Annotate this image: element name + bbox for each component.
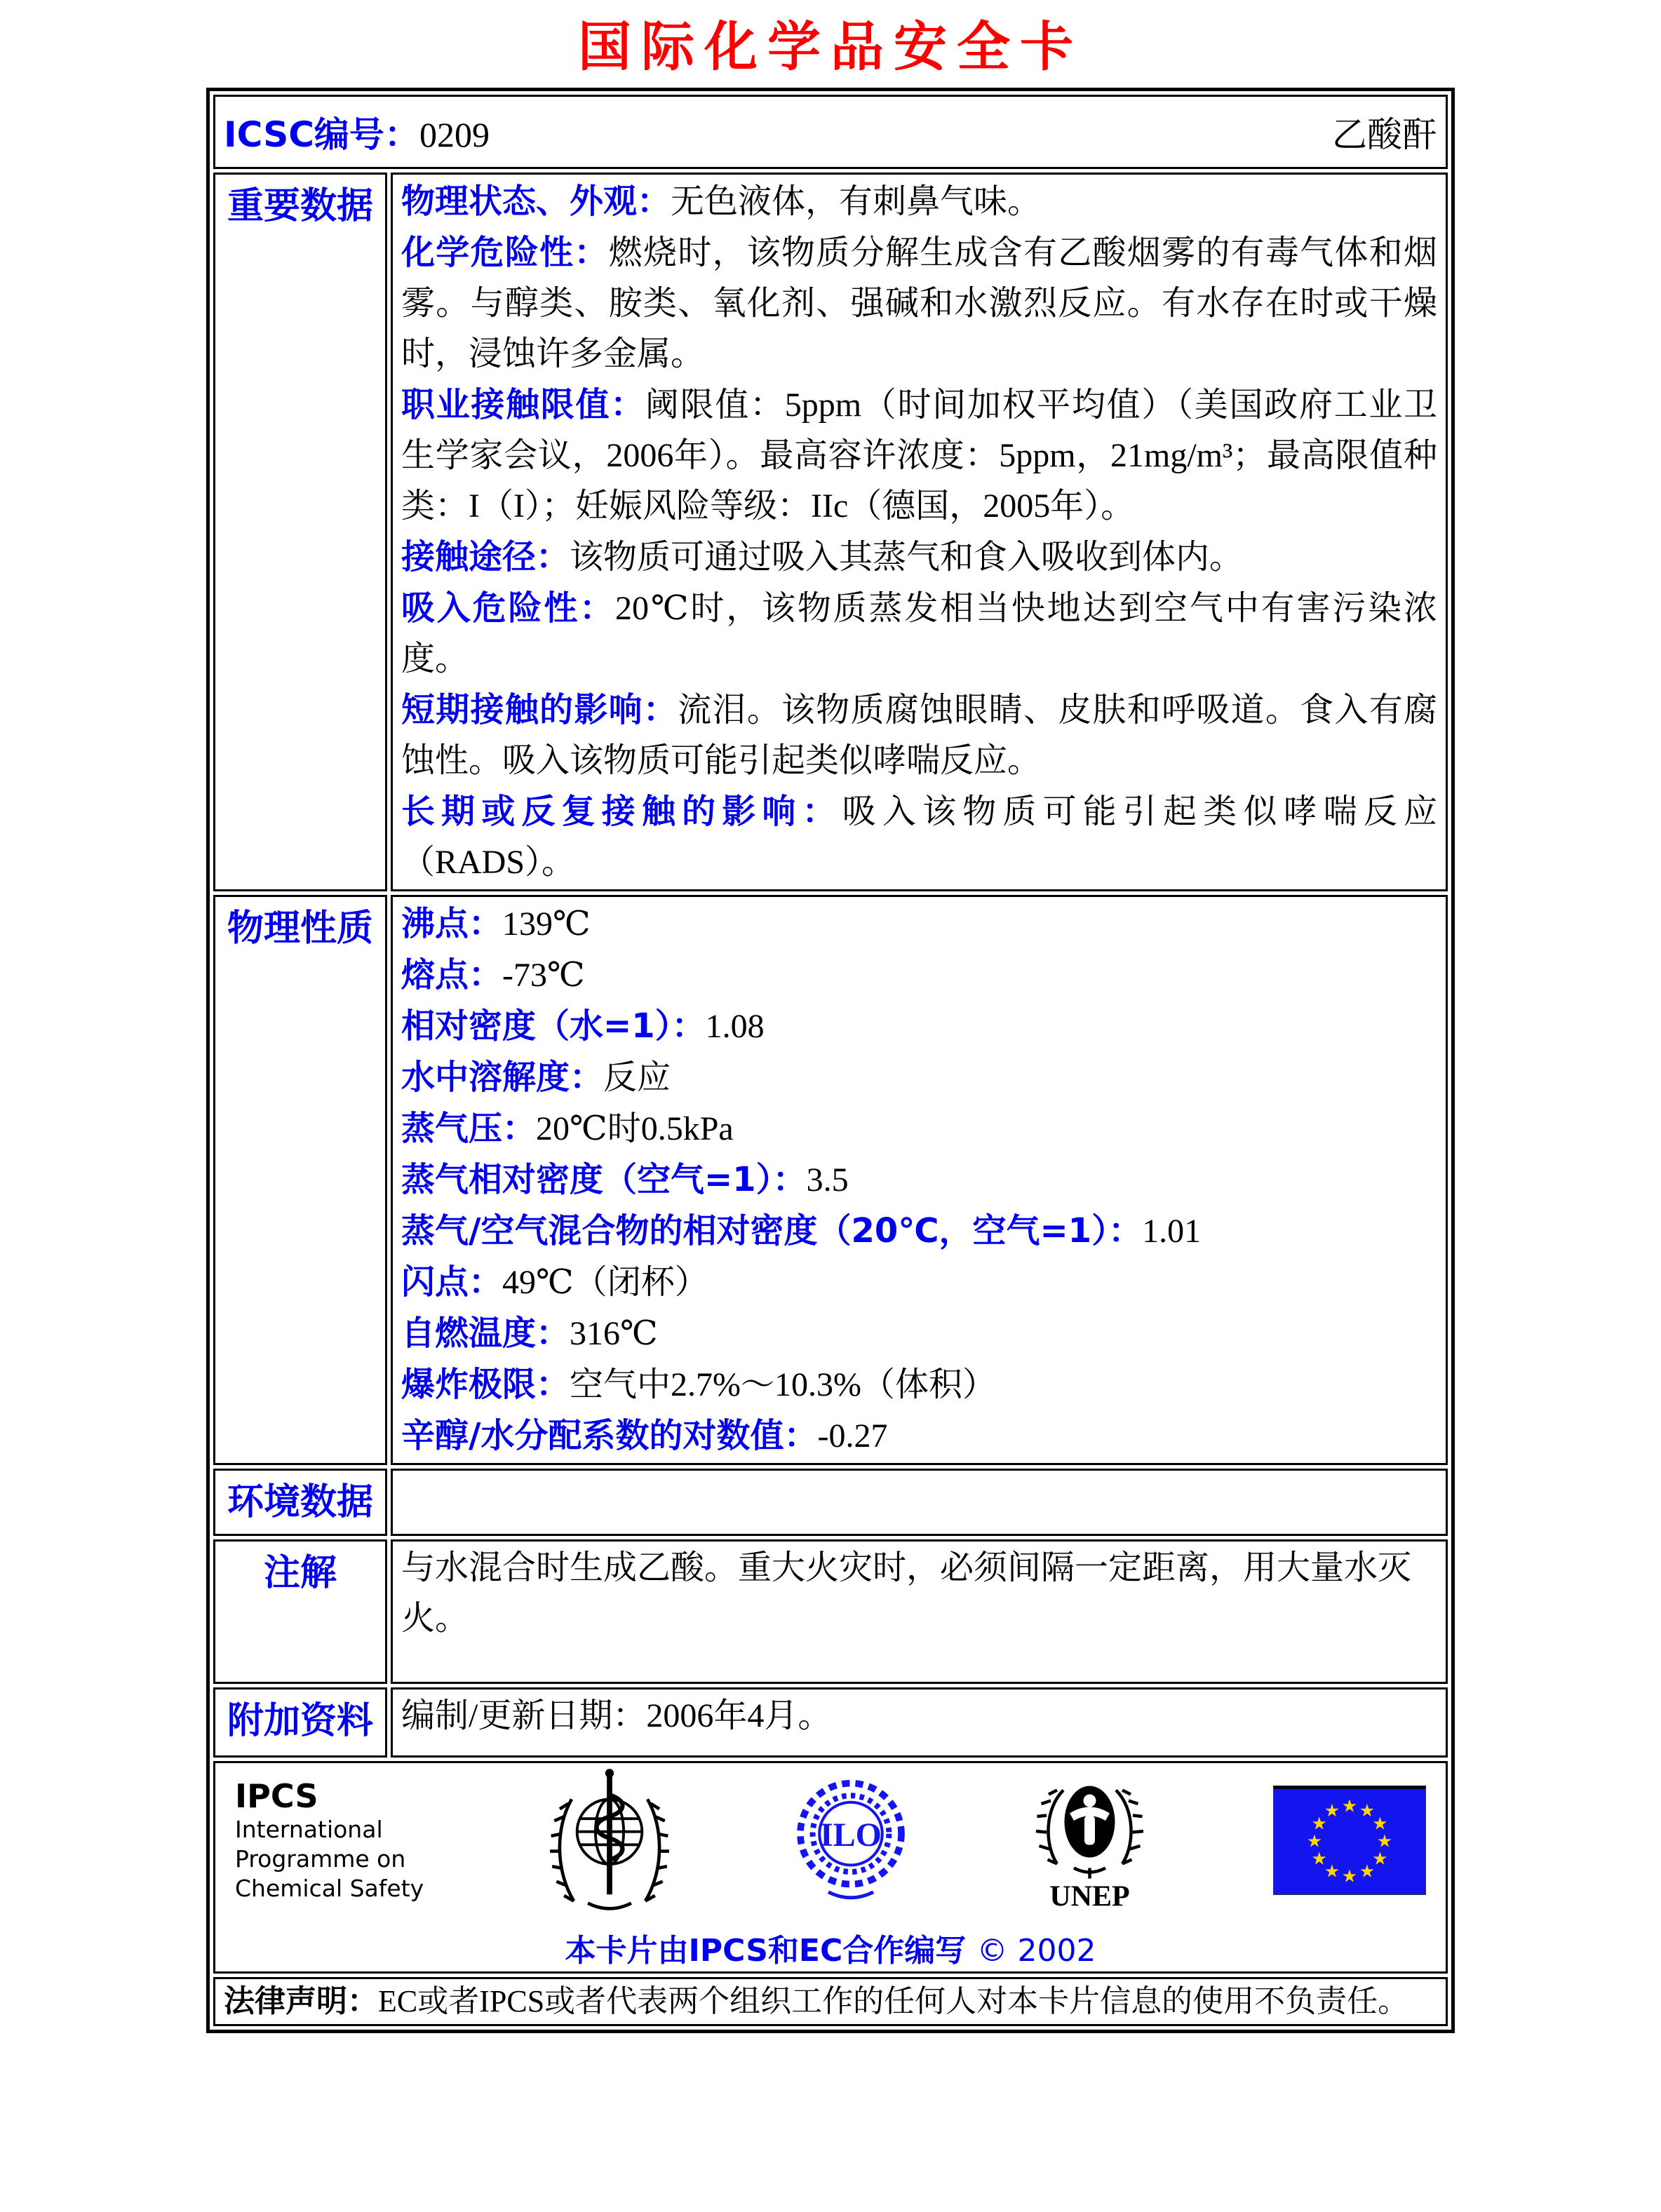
important-item: 职业接触限值：阈限值：5ppm（时间加权平均值）（美国政府工业卫生学家会议，2006年）。最高容许浓度：5ppm，21mg/m³；最高限值种类：I（I）；妊娠风险等级：IIc（德国，2005年）。 — [401, 385, 1437, 525]
eu-star-icon: ★ — [1372, 1847, 1388, 1868]
notes-row — [213, 1539, 1448, 1684]
eu-star-icon: ★ — [1311, 1812, 1327, 1833]
legal-text: EC或者IPCS或者代表两个组织工作的任何人对本卡片信息的使用不负责任。 — [378, 1984, 1409, 2018]
physical-properties-row — [213, 895, 1448, 1465]
property-item: 爆炸极限：空气中2.7%～10.3%（体积） — [401, 1365, 996, 1404]
important-item: 接触途径：该物质可通过吸入其蒸气和食入吸收到体内。 — [401, 537, 1244, 576]
property-item: 蒸气压：20℃时0.5kPa — [401, 1109, 734, 1148]
page-title: 国际化学品安全卡 — [578, 15, 1083, 78]
who-icon — [550, 1765, 669, 1915]
eu-star-icon: ★ — [1341, 1865, 1358, 1886]
legal-cell — [213, 1977, 1448, 2026]
ipcs-subtitle-line1: International — [235, 1815, 383, 1843]
credit-line — [224, 1925, 1437, 1970]
row-label-notes: 注解 — [213, 1539, 387, 1684]
eu-star-icon: ★ — [1359, 1861, 1376, 1882]
eu-star-icon: ★ — [1324, 1861, 1340, 1882]
additional-info-text: 编制/更新日期：2006年4月。 — [401, 1697, 832, 1734]
important-data-content — [391, 173, 1448, 891]
eu-star-icon: ★ — [1311, 1847, 1327, 1868]
property-item: 相对密度（水=1）：1.08 — [401, 1006, 765, 1046]
unep-icon — [1032, 1767, 1148, 1914]
ipcs-subtitle-line2: Programme on — [235, 1845, 406, 1873]
legal-notice — [224, 1981, 1437, 2023]
property-item: 熔点：-73℃ — [401, 955, 585, 994]
ipcs-text-block — [235, 1777, 424, 1903]
copyright-text: © 2002 — [976, 1933, 1096, 1969]
icsc-number-value: 0209 — [419, 115, 490, 154]
important-data-row — [213, 173, 1448, 891]
chemical-name: 乙酸酐 — [1332, 115, 1437, 154]
important-item: 物理状态、外观：无色液体，有刺鼻气味。 — [401, 182, 1042, 221]
icsc-card-page — [0, 4, 1661, 2212]
legal-row — [213, 1977, 1448, 2026]
notes-content — [391, 1539, 1448, 1684]
property-item: 辛醇/水分配系数的对数值：-0.27 — [401, 1416, 888, 1455]
row-label-environmental-data: 环境数据 — [213, 1469, 387, 1536]
eu-star-icon: ★ — [1376, 1830, 1393, 1851]
eu-star-icon: ★ — [1306, 1830, 1323, 1851]
property-item: 闪点：49℃（闭杯） — [401, 1262, 708, 1302]
eu-star-icon: ★ — [1372, 1812, 1388, 1833]
credit-text: 本卡片由IPCS和EC合作编写 — [565, 1933, 967, 1969]
important-item: 化学危险性：燃烧时，该物质分解生成含有乙酸烟雾的有毒气体和烟雾。与醇类、胺类、氧化剂、强碱和水激烈反应。有水存在时或干燥时，浸蚀许多金属。 — [401, 233, 1437, 372]
additional-info-row — [213, 1687, 1448, 1758]
eu-star-icon: ★ — [1341, 1795, 1358, 1816]
property-item: 水中溶解度：反应 — [401, 1058, 671, 1097]
eu-star-icon: ★ — [1324, 1800, 1340, 1821]
unep-label: UNEP — [1049, 1880, 1130, 1910]
environmental-data-content — [391, 1469, 1448, 1536]
header-row — [213, 95, 1448, 169]
important-item: 吸入危险性：20℃时，该物质蒸发相当快地达到空气中有害污染浓度。 — [401, 588, 1437, 677]
icsc-number-label: ICSC编号： — [224, 114, 419, 155]
additional-info-content — [391, 1687, 1448, 1758]
physical-properties-content — [391, 895, 1448, 1465]
ilo-icon — [795, 1775, 907, 1905]
icsc-number-group — [224, 107, 490, 157]
row-label-physical-properties: 物理性质 — [213, 895, 387, 1465]
row-label-important-data: 重要数据 — [213, 173, 387, 891]
header-cell — [213, 95, 1448, 169]
notes-text: 与水混合时生成乙酸。重大火灾时，必须间隔一定距离，用大量水灭火。 — [401, 1549, 1412, 1637]
property-item: 自燃温度：316℃ — [401, 1314, 658, 1353]
important-item: 长期或反复接触的影响：吸入该物质可能引起类似哮喘反应（RADS）。 — [401, 792, 1437, 881]
legal-label: 法律声明： — [224, 1983, 378, 2019]
ilo-label: ILO — [819, 1816, 882, 1854]
property-item: 沸点：139℃ — [401, 904, 591, 943]
ipcs-subtitle-line3: Chemical Safety — [235, 1874, 424, 1902]
eu-star-icon: ★ — [1359, 1800, 1376, 1821]
important-item: 短期接触的影响：流泪。该物质腐蚀眼睛、皮肤和呼吸道。食入有腐蚀性。吸入该物质可能引起类似哮喘反应。 — [401, 690, 1437, 779]
ipcs-footer-cell — [213, 1761, 1448, 1974]
property-item: 蒸气/空气混合物的相对密度（20℃，空气=1）：1.01 — [401, 1211, 1202, 1250]
ipcs-footer-row — [213, 1761, 1448, 1974]
row-label-additional-info: 附加资料 — [213, 1687, 387, 1758]
environmental-data-row — [213, 1469, 1448, 1536]
property-item: 蒸气相对密度（空气=1）：3.5 — [401, 1160, 849, 1199]
eu-flag-icon — [1273, 1786, 1426, 1895]
ipcs-title: IPCS — [235, 1776, 318, 1815]
icsc-card-table — [206, 88, 1455, 2033]
